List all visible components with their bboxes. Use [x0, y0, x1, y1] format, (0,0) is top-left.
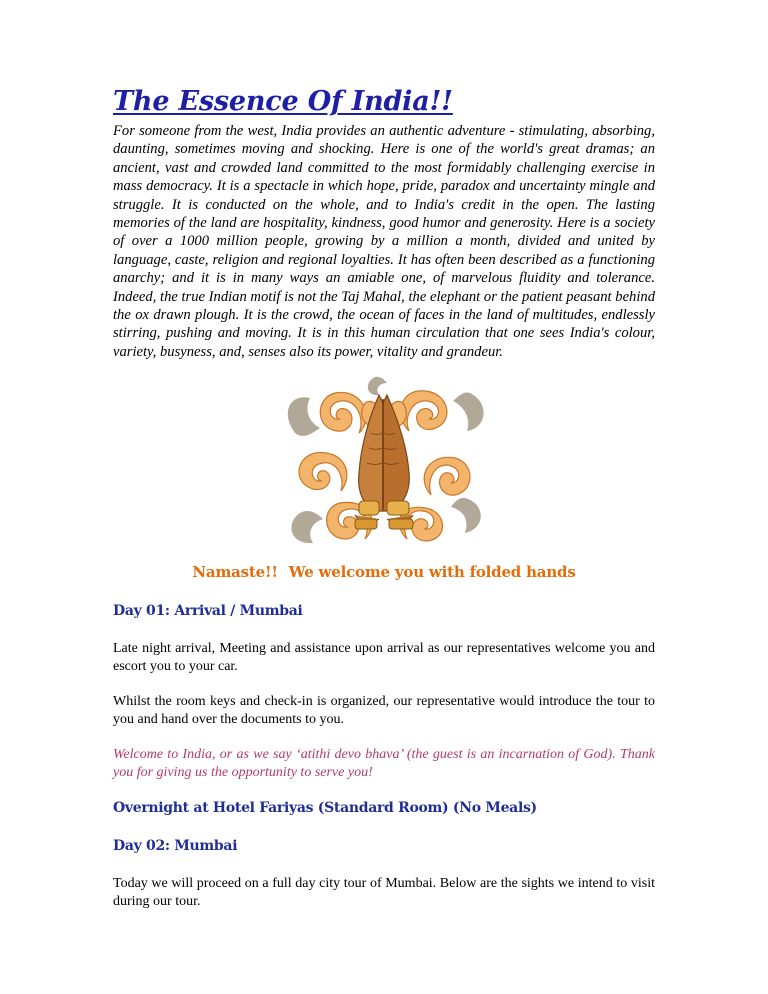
- namaste-folded-hands-icon: [275, 373, 493, 551]
- day-01-section: [113, 602, 655, 817]
- day-02-tour-paragraph: Today we will proceed on a full day city tour of Mumbai. Below are the sights we intend to visit during our tour.: [113, 876, 655, 910]
- day-02-heading: Day 02: Mumbai: [113, 838, 238, 855]
- day-01-arrival-paragraph: Late night arrival, Meeting and assistance upon arrival as our representatives welcome you and escort you to your car.: [113, 641, 655, 675]
- welcome-namaste: Namaste!!: [192, 563, 278, 582]
- day-01-heading: Day 01: Arrival / Mumbai: [113, 603, 303, 620]
- intro-paragraph: For someone from the west, India provides an authentic adventure - stimulating, absorbing, daunting, sometimes moving and shocking. Here is one of the world's great dramas; an ancient, vast and crowded land committed to the most formidably challenging exercise in mass democracy. It is a spectacle in which hope, pride, paradox and uncertainty mingle and struggle. It is conducted on the whole, and to India's credit in the open. The lasting memories of the land are hospitality, kindness, good humor and generosity. Here is a society of over a 1000 million people, growing by a million a month, divided and united by language, caste, religion and regional loyalties. It has often been described as a functioning anarchy; and it is in many ways an amiable one, of marvelous fluidity and tolerance. Indeed, the true Indian motif is not the Taj Mahal, the elephant or the patient peasant behind the ox drawn plough. It is the crowd, the ocean of faces in the land of multitudes, endlessly stirring, pushing and moving. It is in this human circulation that one sees India's colour, variety, busyness, and, senses also its power, vitality and grandeur.: [113, 123, 655, 360]
- document-page: [113, 82, 655, 911]
- day-02-section: [113, 837, 655, 911]
- day-01-welcome-quote: Welcome to India, or as we say ‘atithi devo bhava’ (the guest is an incarnation of God). Thank you for giving us the opportunity to serve you!: [113, 747, 655, 781]
- welcome-caption: [113, 562, 655, 582]
- day-01-checkin-paragraph: Whilst the room keys and check-in is organized, our representative would introduce the tour to you and hand over the documents to you.: [113, 694, 655, 728]
- namaste-figure: [113, 373, 655, 551]
- page-title: The Essence Of India!!: [113, 86, 453, 117]
- day-01-overnight: Overnight at Hotel Fariyas (Standard Room) (No Meals): [113, 800, 537, 817]
- welcome-text: We welcome you with folded hands: [288, 563, 576, 582]
